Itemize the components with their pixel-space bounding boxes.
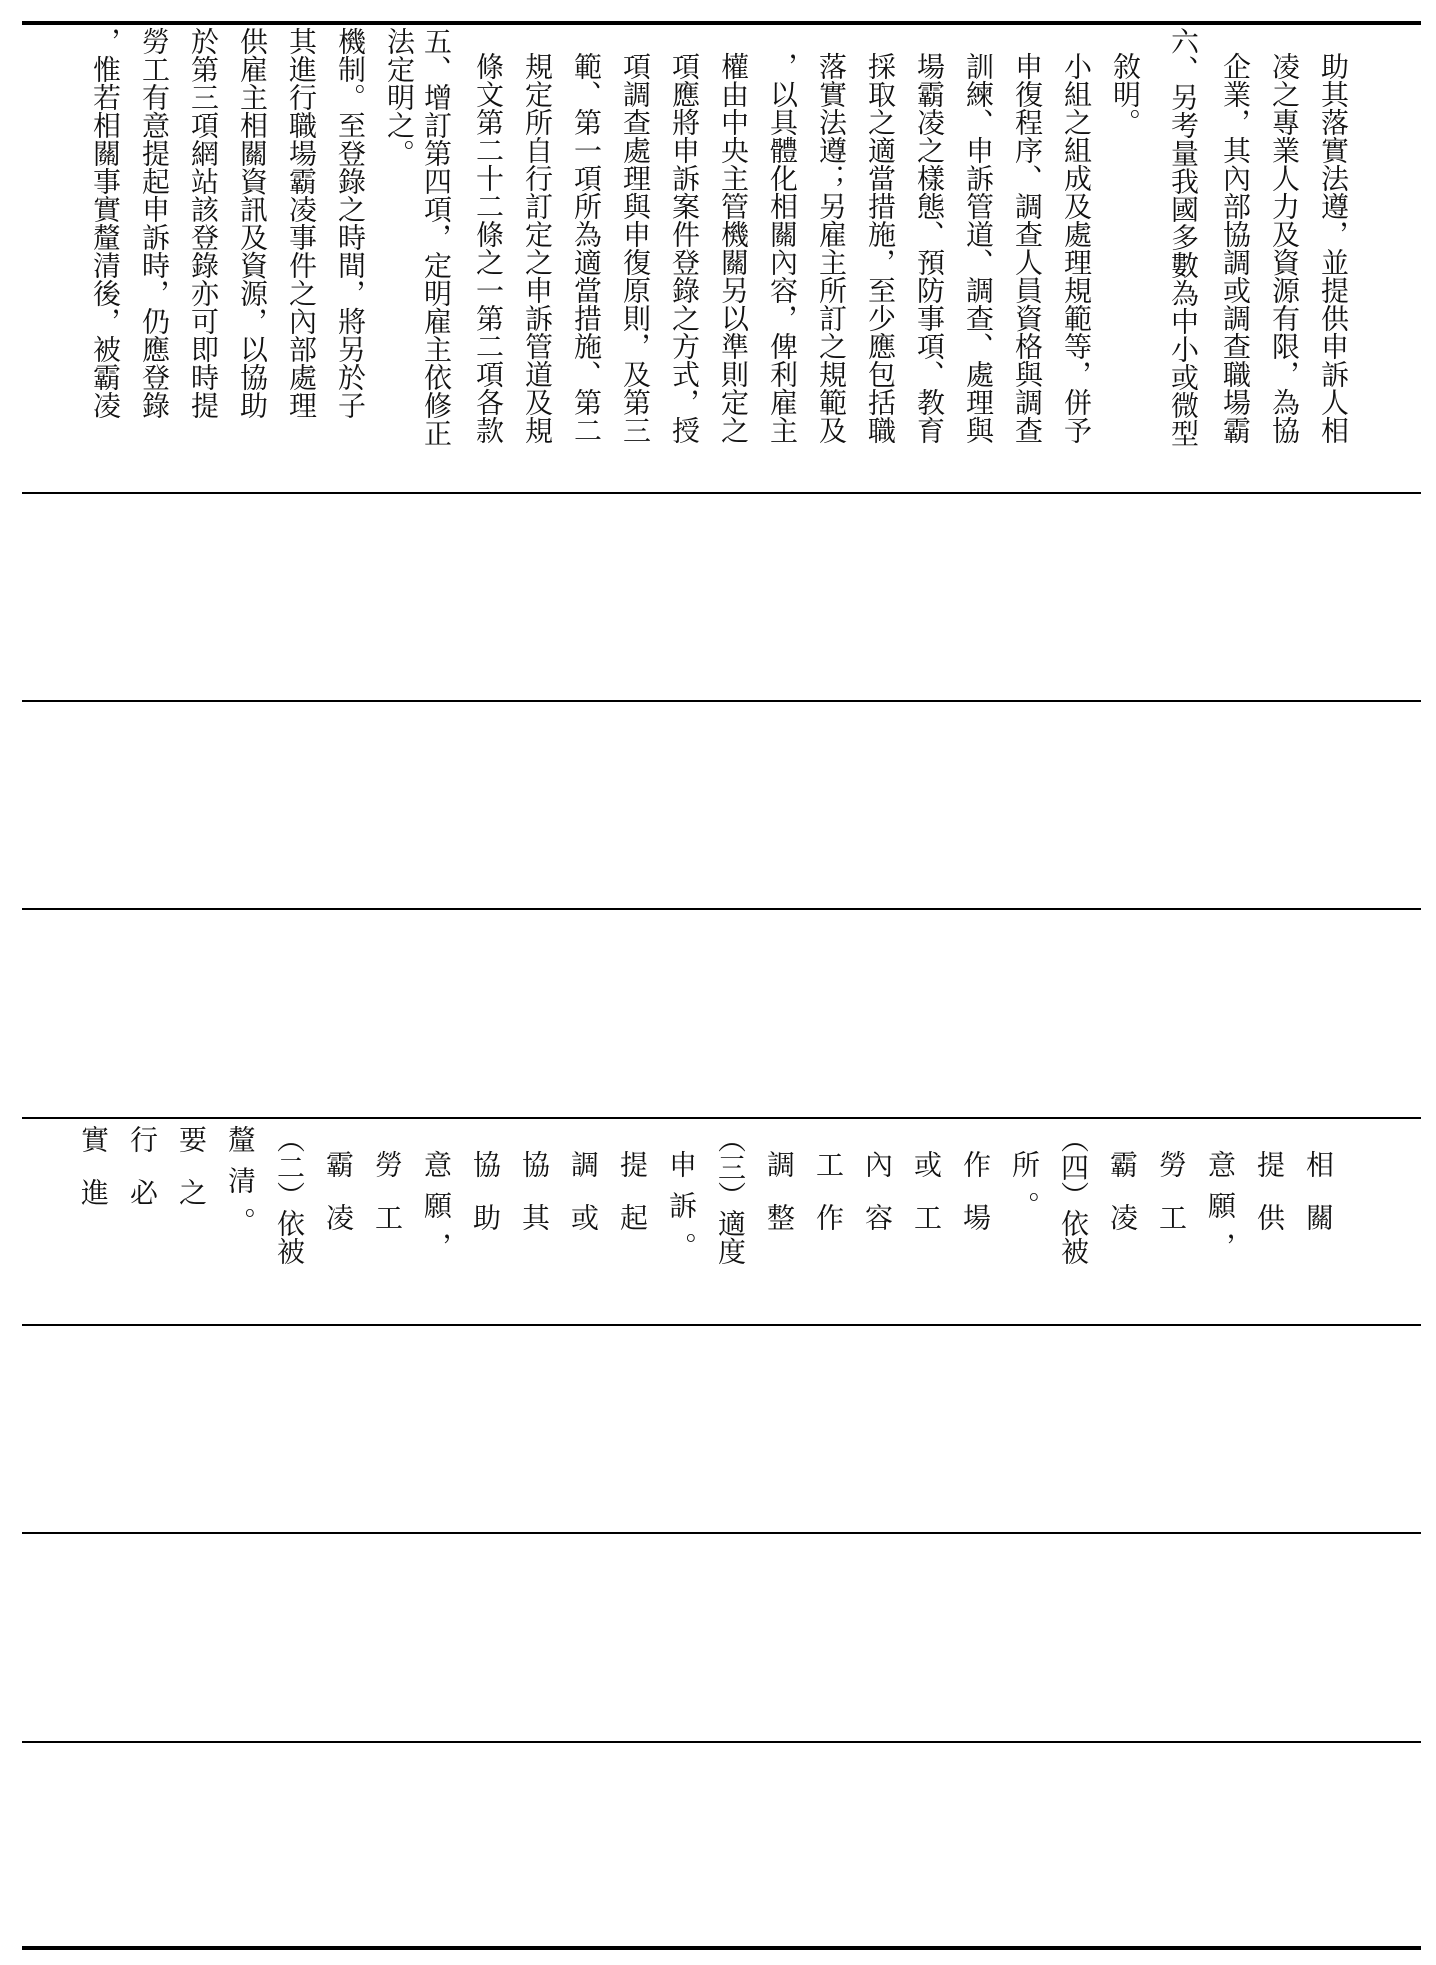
row-divider [22,700,1421,702]
text-column: 調或 [567,1150,600,1256]
text-column: 五、增訂第四項，定明雇主依修正 [420,27,453,447]
text-column: 範、第一項所為適當措施、第二 [570,52,603,444]
text-column: 權由中央主管機關另以準則定之 [717,52,750,444]
text-column: 企業，其內部協調或調查職場霸 [1219,52,1252,444]
text-column: （四）依被 [1057,1125,1090,1265]
text-column: 條文第二十二條之一第二項各款 [472,52,505,444]
text-column: 意願， [1204,1150,1237,1273]
text-column: 機制。至登錄之時間，將另於子 [334,27,367,419]
text-column: 採取之適當措施，至少應包括職 [864,52,897,444]
text-column: 提供 [1253,1150,1286,1256]
bottom-rule [22,1946,1421,1950]
text-column: 助其落實法遵，並提供申訴人相 [1317,52,1350,444]
text-column: 協助 [469,1150,502,1256]
row-divider [22,908,1421,910]
text-column: 勞工 [1155,1150,1188,1256]
text-column: 釐清。 [224,1125,257,1248]
text-column: 規定所自行訂定之申訴管道及規 [521,52,554,444]
text-column: 申復程序、調查人員資格與調查 [1011,52,1044,444]
text-column: 或工 [910,1150,943,1256]
row-divider [22,1741,1421,1743]
text-column: 意願， [420,1150,453,1273]
text-column: 霸凌 [322,1150,355,1256]
text-column: 六、另考量我國多數為中小或微型 [1167,27,1200,447]
text-column: （二）依被 [273,1125,306,1265]
row-divider [22,492,1421,494]
text-column: 所。 [1008,1150,1041,1232]
row-divider [22,1324,1421,1326]
text-column: ，以具體化相關內容，俾利雇主 [766,52,799,444]
text-column: 落實法遵；另雇主所訂之規範及 [815,52,848,444]
text-column: 協其 [518,1150,551,1256]
text-column: （三）適度 [714,1125,747,1265]
text-column: 霸凌 [1106,1150,1139,1256]
text-column: 場霸凌之樣態、預防事項、教育 [913,52,946,444]
text-block-lower [22,1125,1421,1320]
text-column: 訓練、申訴管道、調查、處理與 [962,52,995,444]
text-column: ，惟若相關事實釐清後，被霸凌 [89,27,122,419]
text-column: 勞工 [371,1150,404,1256]
text-column: 實進 [77,1125,110,1231]
text-column: 項調查處理與申復原則，及第三 [619,52,652,444]
text-column: 法定明之。 [383,27,416,167]
upper-columns [22,27,1421,491]
text-column: 供雇主相關資訊及資源，以協助 [236,27,269,419]
text-column: 調整 [763,1150,796,1256]
text-column: 內容 [861,1150,894,1256]
text-column: 工作 [812,1150,845,1256]
text-column: 作場 [959,1150,992,1256]
row-divider [22,1117,1421,1119]
text-column: 相關 [1302,1150,1335,1256]
text-column: 申訴。 [665,1150,698,1273]
text-column: 提起 [616,1150,649,1256]
text-column: 敘明。 [1109,52,1142,136]
row-divider [22,1532,1421,1534]
text-column: 其進行職場霸凌事件之內部處理 [285,27,318,419]
text-column: 於第三項網站該登錄亦可即時提 [187,27,220,419]
text-column: 項應將申訴案件登錄之方式，授 [668,52,701,444]
top-rule [22,21,1421,25]
text-block-upper [22,27,1421,491]
text-column: 勞工有意提起申訴時，仍應登錄 [138,27,171,419]
text-column: 行必 [126,1125,159,1231]
lower-columns [22,1125,1421,1320]
text-column: 凌之專業人力及資源有限，為協 [1268,52,1301,444]
text-column: 要之 [175,1125,208,1231]
text-column: 小組之組成及處理規範等，併予 [1060,52,1093,444]
